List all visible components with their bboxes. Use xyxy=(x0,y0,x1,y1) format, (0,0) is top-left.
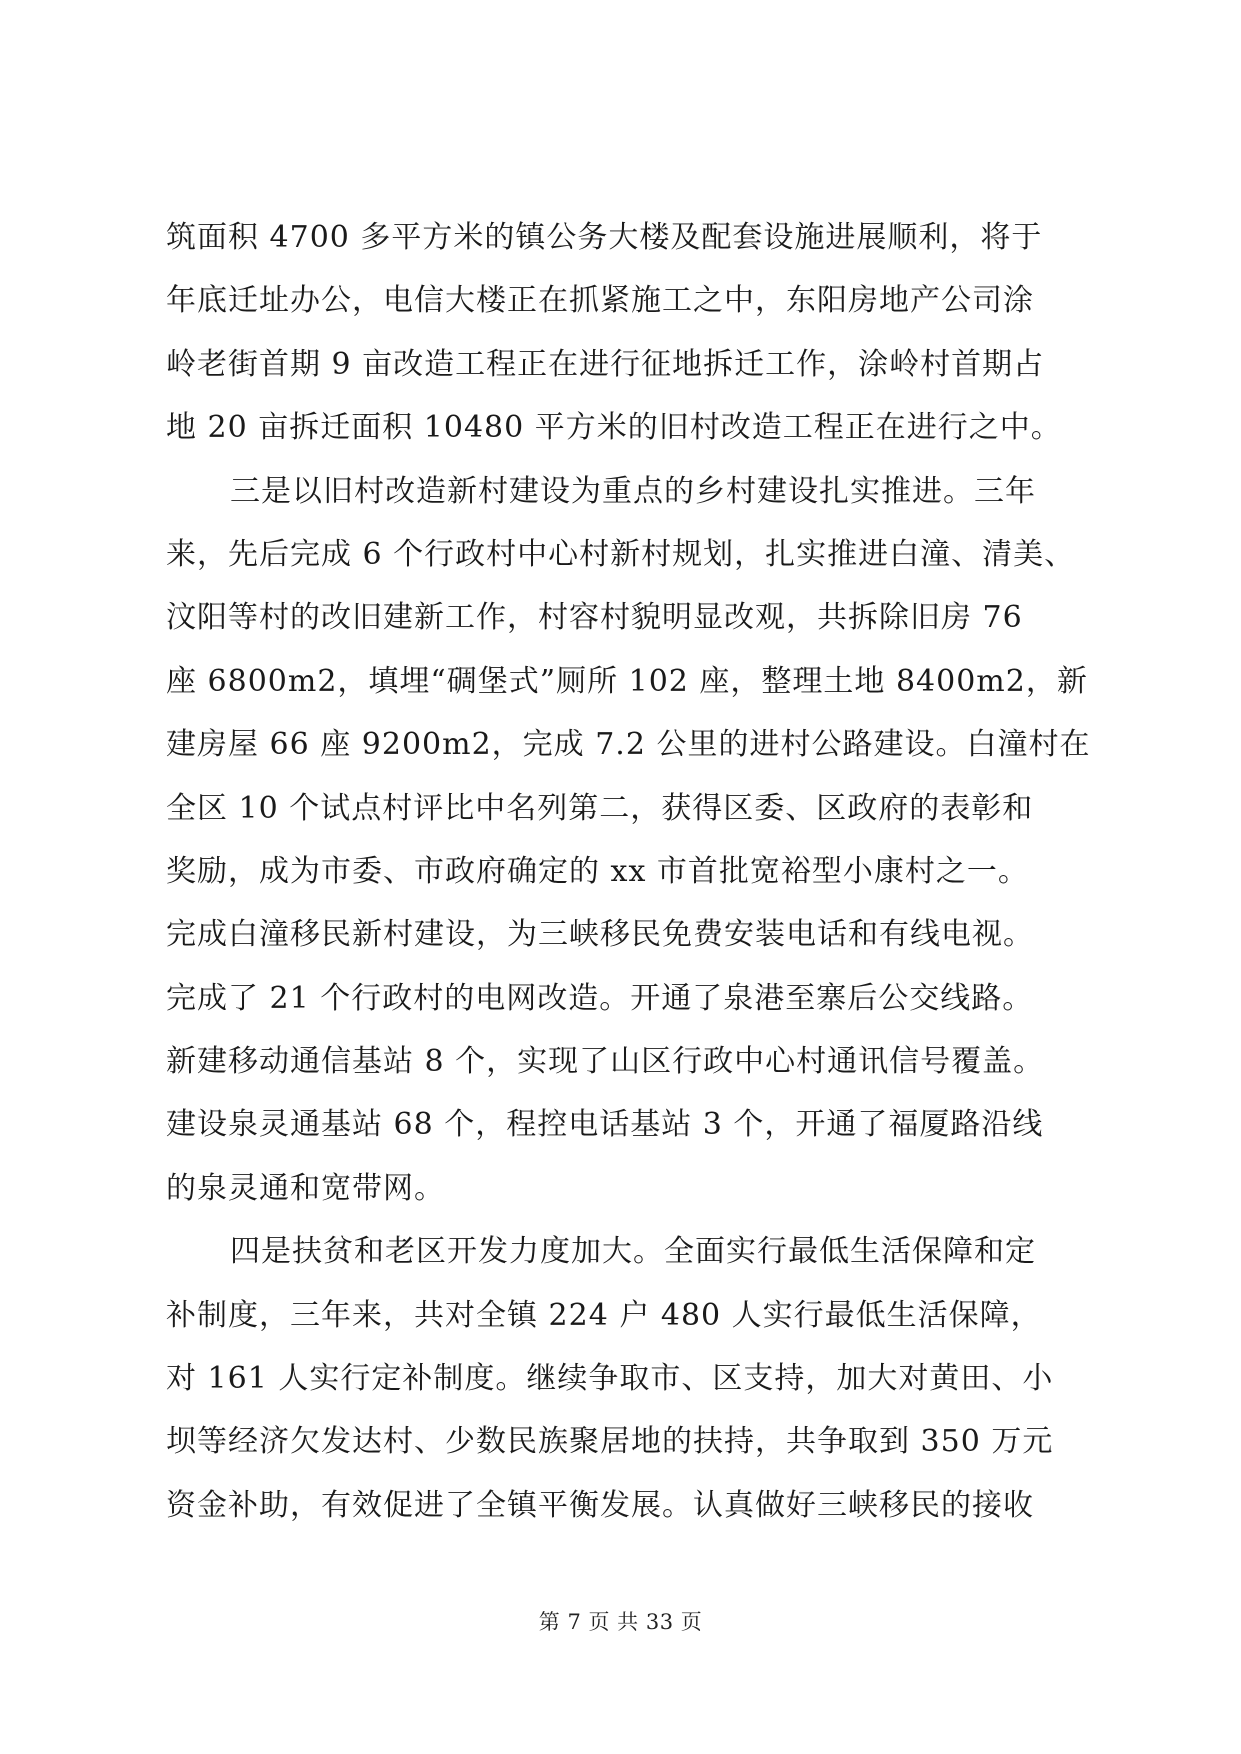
text-line: 座 6800m2，填埋“碉堡式”厕所 102 座，整理土地 8400m2，新 xyxy=(166,663,1088,699)
text-line: 完成白潼移民新村建设，为三峡移民免费安装电话和有线电视。 xyxy=(166,917,1034,953)
text-line: 对 161 人实行定补制度。继续争取市、区支持，加大对黄田、小 xyxy=(166,1361,1054,1397)
text-line: 地 20 亩拆迁面积 10480 平方米的旧村改造工程正在进行之中。 xyxy=(166,410,1062,446)
paragraph-start-line: 三是以旧村改造新村建设为重点的乡村建设扎实推进。三年 xyxy=(230,473,1036,509)
text-line: 的泉灵通和宽带网。 xyxy=(166,1170,445,1206)
text-line: 全区 10 个试点村评比中名列第二，获得区委、区政府的表彰和 xyxy=(166,790,1034,826)
page-number-footer: 第 7 页 共 33 页 xyxy=(538,1610,703,1634)
text-line: 筑面积 4700 多平方米的镇公务大楼及配套设施进展顺利，将于 xyxy=(166,220,1043,255)
text-line: 年底迁址办公，电信大楼正在抓紧施工之中，东阳房地产公司涂 xyxy=(166,283,1034,319)
text-line: 补制度，三年来，共对全镇 224 户 480 人实行最低生活保障， xyxy=(166,1297,1042,1333)
text-line: 汶阳等村的改旧建新工作，村容村貌明显改观，共拆除旧房 76 xyxy=(166,600,1023,636)
text-line: 来，先后完成 6 个行政村中心村新村规划，扎实推进白潼、清美、 xyxy=(166,536,1076,572)
text-line: 新建移动通信基站 8 个，实现了山区行政中心村通讯信号覆盖。 xyxy=(166,1044,1045,1080)
text-line: 坝等经济欠发达村、少数民族聚居地的扶持，共争取到 350 万元 xyxy=(166,1424,1054,1460)
text-line: 资金补助，有效促进了全镇平衡发展。认真做好三峡移民的接收 xyxy=(166,1487,1034,1523)
paragraph-start-line: 四是扶贫和老区开发力度加大。全面实行最低生活保障和定 xyxy=(230,1234,1036,1270)
document-body xyxy=(166,218,1091,1549)
text-line: 建房屋 66 座 9200m2，完成 7.2 公里的进村公路建设。白潼村在 xyxy=(166,727,1091,763)
text-line: 岭老街首期 9 亩改造工程正在进行征地拆迁工作，涂岭村首期占 xyxy=(166,346,1045,382)
text-line: 奖励，成为市委、市政府确定的 xx 市首批宽裕型小康村之一。 xyxy=(166,853,1029,889)
text-line: 完成了 21 个行政村的电网改造。开通了泉港至寨后公交线路。 xyxy=(166,980,1034,1016)
text-line: 建设泉灵通基站 68 个，程控电话基站 3 个，开通了福厦路沿线 xyxy=(166,1107,1044,1143)
